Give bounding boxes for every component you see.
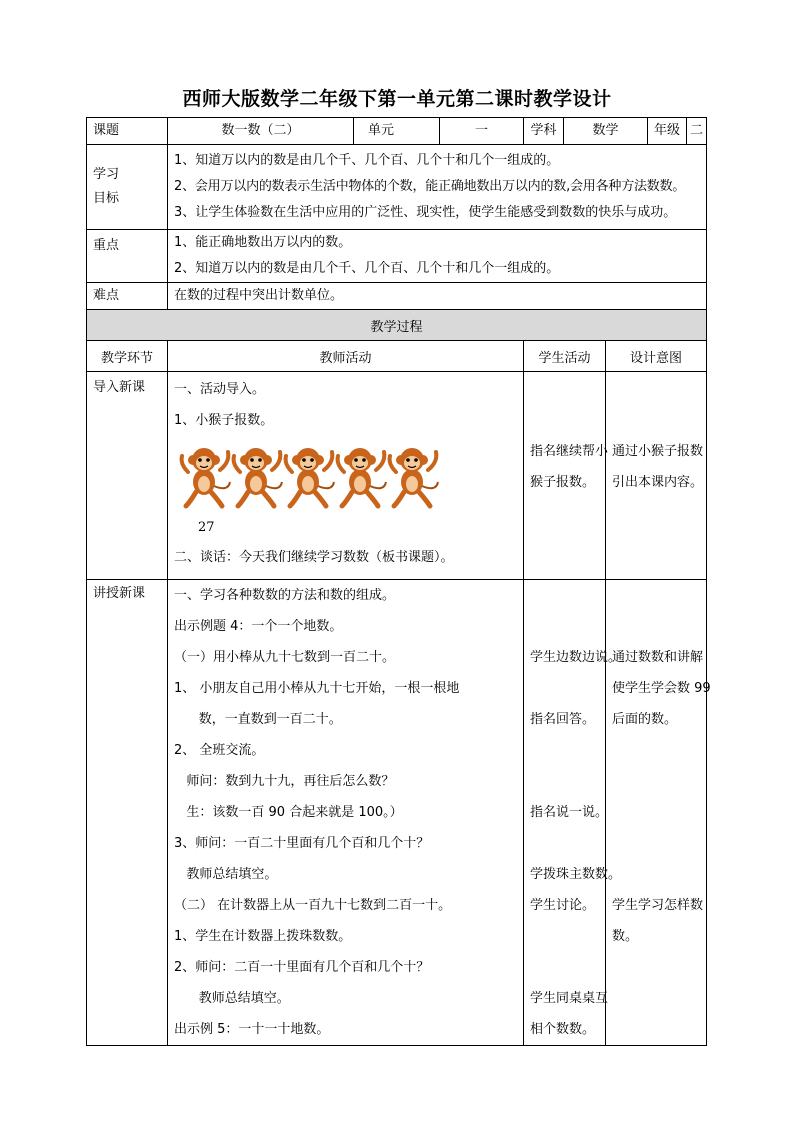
intro-line: 二、谈话：今天我们继续学习数数（板书课题）。 [174, 550, 454, 565]
grade-value: 二 [690, 123, 704, 138]
process-header-row [87, 310, 707, 341]
goals-row [87, 145, 707, 230]
intent-line [612, 766, 700, 797]
goals-label [87, 145, 168, 230]
section-new-row [87, 580, 707, 1046]
section-new-stage: 讲授新课 [87, 580, 168, 1046]
teacher-line: 出示例题 4：一个一个地数。 [174, 619, 343, 634]
column-header-intent: 设计意图 [606, 341, 707, 372]
column-header-stage: 教学环节 [87, 341, 168, 372]
key-points-content [168, 230, 707, 283]
process-header: 教学过程 [87, 310, 707, 341]
student-line [530, 952, 599, 983]
section-intro-student [524, 372, 609, 580]
intent-line [612, 611, 700, 642]
section-new-intent [606, 580, 711, 1046]
section-new-teacher [168, 580, 524, 1046]
unit-value: 一 [440, 118, 524, 145]
student-line [530, 828, 599, 859]
key-points-label: 重点 [87, 230, 168, 283]
difficulty-label: 难点 [87, 283, 168, 310]
monkey-icon [390, 448, 438, 506]
section-intro-row [87, 372, 707, 580]
student-line [530, 735, 599, 766]
difficulty-text: 在数的过程中突出计数单位。 [168, 283, 707, 310]
info-row [87, 118, 707, 145]
topic-label: 课题 [87, 118, 168, 145]
student-line [530, 921, 599, 952]
intent-line: 后面的数。 [612, 712, 678, 727]
student-line: 学生讨论。 [530, 898, 596, 913]
monkey-row [174, 436, 517, 514]
intent-line: 引出本课内容。 [612, 475, 704, 490]
student-line: 相个数数。 [530, 1022, 596, 1037]
intent-line: 通过小猴子报数 [612, 444, 704, 459]
difficulty-row [87, 283, 707, 310]
teacher-line: 2、师问：二百一十里面有几个百和几个十？ [174, 960, 430, 975]
intent-line: 通过数数和讲解 [612, 650, 704, 665]
lesson-plan-table [86, 117, 711, 1046]
teacher-line: 教师总结填空。 [174, 867, 278, 882]
grade-label: 年级 [648, 118, 687, 144]
intro-line: 一、活动导入。 [174, 382, 266, 397]
goal-item: 2、会用万以内的数表示生活中物体的个数，能正确地数出万以内的数,会用各种方法数数。 [174, 179, 686, 194]
teacher-line: 一、学习各种数数的方法和数的组成。 [174, 588, 396, 603]
teacher-line: （二） 在计数器上从一百九十七数到二百一十。 [174, 898, 452, 913]
section-intro-stage: 导入新课 [87, 372, 168, 580]
goal-item: 3、让学生体验数在生活中应用的广泛性、现实性，使学生能感受到数数的快乐与成功。 [174, 205, 677, 220]
student-line: 学生同桌桌互 [530, 991, 609, 1006]
teacher-line: 教师总结填空。 [174, 991, 290, 1006]
student-line [530, 611, 599, 642]
student-line [530, 580, 599, 611]
intent-line [612, 952, 700, 983]
student-line: 指名回答。 [530, 712, 596, 727]
key-point-item: 1、能正确地数出万以内的数。 [174, 235, 352, 250]
monkey-icon [338, 448, 386, 506]
student-line [530, 766, 599, 797]
teacher-line: （一）用小棒从九十七数到一百二十。 [174, 650, 396, 665]
intent-line [612, 797, 700, 828]
column-header-teacher: 教师活动 [168, 341, 524, 372]
intent-line: 使学生学会数 99 [612, 681, 711, 696]
monkeys-illustration [178, 442, 440, 510]
section-intro-intent [606, 372, 707, 580]
intent-line [612, 828, 700, 859]
teacher-line: 师问：数到九十九，再往后怎么数？ [174, 774, 395, 789]
goals-label-line2: 目标 [93, 191, 120, 206]
subject-value: 数学 [564, 118, 648, 145]
monkey-icon [286, 448, 334, 506]
column-header-row [87, 341, 707, 372]
monkey-icon [234, 448, 282, 506]
student-line: 指名继续帮小 [530, 444, 609, 459]
unit-label: 单元 [354, 118, 440, 145]
teacher-line: 2、 全班交流。 [174, 743, 265, 758]
document-title: 西师大版数学二年级下第一单元第二课时教学设计 [182, 88, 612, 110]
intent-line [612, 983, 700, 1014]
student-line: 指名说一说。 [530, 805, 609, 820]
student-line: 学拨珠主数数。 [530, 867, 622, 882]
intent-line [612, 735, 700, 766]
intent-line [612, 859, 700, 890]
intro-line: 1、小猴子报数。 [174, 413, 274, 428]
intent-line [612, 1014, 700, 1045]
grade-cell [648, 118, 707, 145]
student-line [530, 673, 599, 704]
key-point-item: 2、知道万以内的数是由几个千、几个百、几个十和几个一组成的。 [174, 261, 560, 276]
student-line: 学生边数边说。 [530, 650, 622, 665]
teacher-line: 出示例 5：一十一十地数。 [174, 1022, 330, 1037]
topic-value: 数一数（二） [168, 118, 354, 145]
student-line: 猴子报数。 [530, 475, 596, 490]
goals-content [168, 145, 707, 230]
intent-line: 数。 [612, 929, 639, 944]
column-header-student: 学生活动 [524, 341, 606, 372]
teacher-line: 1、 小朋友自己用小棒从九十七开始，一根一根地 [174, 681, 460, 696]
key-points-row [87, 230, 707, 283]
monkey-count-number: 27 [198, 520, 215, 535]
goal-item: 1、知道万以内的数是由几个千、几个百、几个十和几个一组成的。 [174, 153, 560, 168]
teacher-line: 生：该数一百 90 合起来就是 100。） [174, 805, 403, 820]
section-intro-teacher [168, 372, 524, 580]
subject-label: 学科 [524, 118, 564, 145]
teacher-line: 数，一直数到一百二十。 [174, 712, 342, 727]
intent-line [612, 580, 700, 611]
teacher-line: 1、学生在计数器上拨珠数数。 [174, 929, 352, 944]
intent-line: 学生学习怎样数 [612, 898, 704, 913]
teacher-line: 3、师问：一百二十里面有几个百和几个十？ [174, 836, 430, 851]
goals-label-line1: 学习 [93, 167, 120, 182]
monkey-icon [182, 448, 230, 506]
section-new-student [524, 580, 622, 1046]
